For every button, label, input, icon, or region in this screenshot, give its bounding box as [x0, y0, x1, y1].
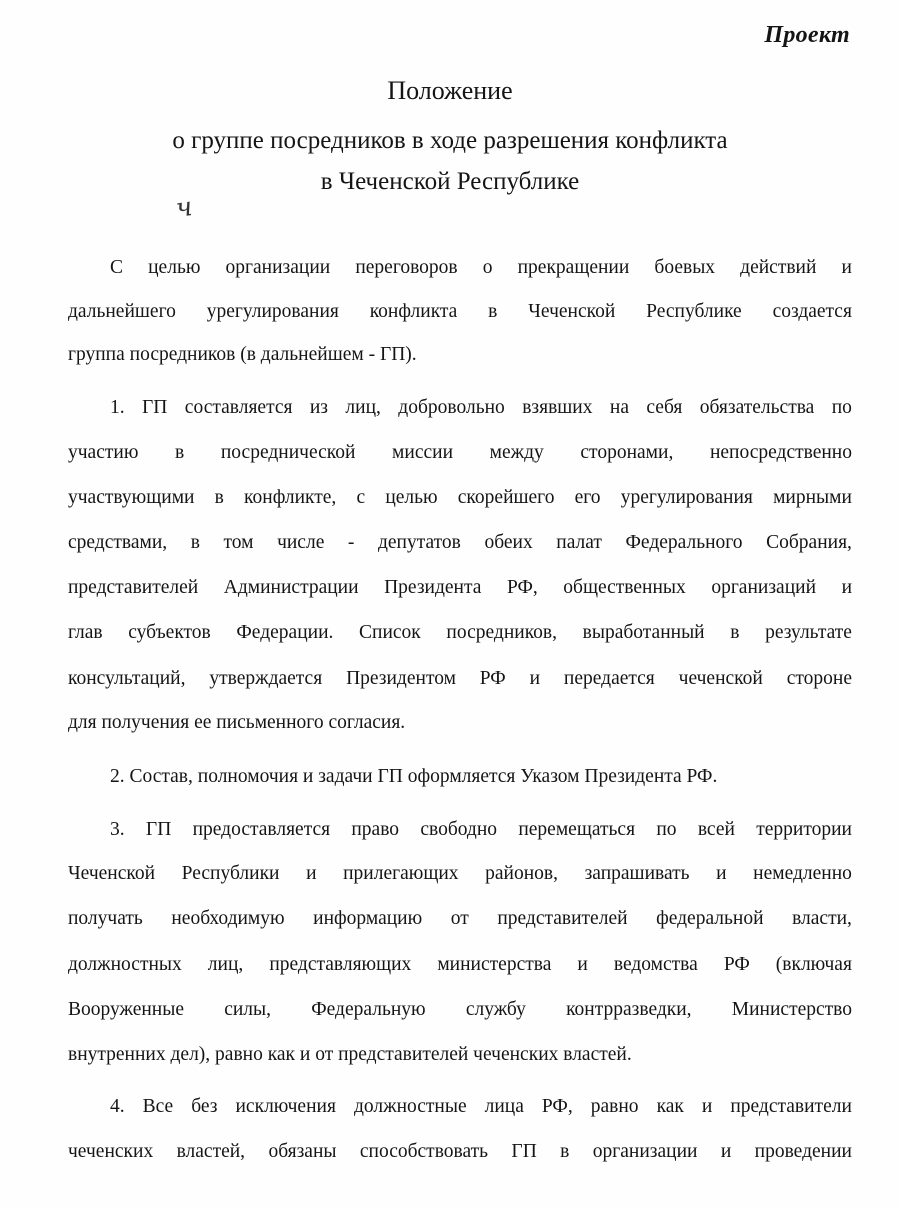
- word: свободно: [420, 819, 498, 840]
- word: чеченской: [678, 668, 763, 689]
- word: немедленно: [753, 863, 852, 884]
- word: без: [191, 1096, 218, 1117]
- clause-1-line: [68, 441, 852, 465]
- word: и: [577, 954, 588, 975]
- word: лиц,: [207, 954, 244, 975]
- word: федеральной: [656, 908, 764, 929]
- word: обеих: [484, 532, 533, 553]
- word: право: [351, 819, 400, 840]
- word: получать: [68, 908, 143, 929]
- word: равно: [590, 1096, 639, 1117]
- word: ГП: [142, 397, 168, 418]
- word: непосредственно: [709, 442, 852, 463]
- word: должностные: [353, 1096, 467, 1117]
- word: его: [574, 487, 601, 508]
- word: и: [720, 1141, 732, 1162]
- clause-3-line: [110, 818, 852, 842]
- word: территории: [756, 819, 852, 840]
- word: Республики: [181, 863, 280, 884]
- word: перемещаться: [518, 819, 636, 840]
- word: мирными: [773, 487, 852, 508]
- clause-1-line: [68, 621, 852, 645]
- word: представителей: [497, 908, 628, 929]
- word: в: [175, 442, 185, 463]
- clause-3-line: [68, 998, 852, 1022]
- word: том: [223, 532, 254, 553]
- word: по: [656, 819, 677, 840]
- clause-1-line: [68, 531, 852, 555]
- word: между: [489, 442, 544, 463]
- word: Федеральную: [311, 999, 426, 1020]
- word: участию: [68, 442, 139, 463]
- word: С: [110, 257, 124, 278]
- document-subtitle-line-1: о группе посредников в ходе разрешения конфликта: [172, 127, 728, 154]
- clause-1-line: для получения ее письменного согласия.: [68, 712, 406, 733]
- preamble-line: [110, 256, 852, 280]
- word: обязаны: [268, 1141, 337, 1162]
- word: и: [716, 863, 727, 884]
- word: Администрации: [223, 577, 359, 598]
- word: обязательства: [699, 397, 815, 418]
- word: организации: [225, 257, 331, 278]
- word: с: [356, 487, 366, 508]
- word: Все: [142, 1096, 174, 1117]
- word: в: [190, 532, 200, 553]
- word: исключения: [235, 1096, 336, 1117]
- word: предоставляется: [192, 819, 331, 840]
- word: посреднической: [220, 442, 356, 463]
- word: министерства: [437, 954, 552, 975]
- word: дальнейшего: [68, 301, 176, 322]
- draft-stamp: Проект: [764, 22, 850, 48]
- word: Республике: [646, 301, 742, 322]
- word: передается: [563, 668, 655, 689]
- word: запрашивать: [584, 863, 690, 884]
- word: палат: [556, 532, 602, 553]
- word: Чеченской: [528, 301, 616, 322]
- word: прекращении: [517, 257, 630, 278]
- word: переговоров: [355, 257, 458, 278]
- word: депутатов: [377, 532, 461, 553]
- word: всей: [697, 819, 735, 840]
- word: РФ,: [506, 577, 538, 598]
- word: ведомства: [613, 954, 698, 975]
- word: силы,: [224, 999, 272, 1020]
- clause-1-line: [68, 576, 852, 600]
- preamble-line: [68, 300, 852, 324]
- word: ГП: [145, 819, 172, 840]
- word: РФ,: [541, 1096, 573, 1117]
- word: РФ: [723, 954, 750, 975]
- word: ГП: [511, 1141, 537, 1162]
- word: конфликте,: [244, 487, 337, 508]
- word: службу: [465, 999, 526, 1020]
- word: на: [609, 397, 629, 418]
- word: добровольно: [398, 397, 505, 418]
- word: и: [841, 577, 852, 598]
- preamble-line: группа посредников (в дальнейшем - ГП).: [68, 344, 417, 365]
- word: взявших: [522, 397, 593, 418]
- word: действий: [740, 257, 817, 278]
- word: в: [730, 622, 740, 643]
- word: посредников,: [446, 622, 558, 643]
- word: себя: [646, 397, 683, 418]
- word: Чеченской: [68, 863, 156, 884]
- word: в: [560, 1141, 570, 1162]
- word: консультаций,: [68, 668, 186, 689]
- word: лица: [484, 1096, 524, 1117]
- word: 4.: [110, 1096, 125, 1117]
- word: контрразведки,: [566, 999, 692, 1020]
- word: из: [309, 397, 328, 418]
- word: субъектов: [128, 622, 211, 643]
- word: Собрания,: [766, 532, 852, 553]
- word: Президента: [384, 577, 482, 598]
- clause-3-line: [68, 953, 852, 977]
- word: представляющих: [269, 954, 412, 975]
- word: глав: [68, 622, 103, 643]
- word: представителей: [68, 577, 199, 598]
- word: создается: [772, 301, 852, 322]
- clause-3-line: внутренних дел), равно как и от представителей чеченских властей.: [68, 1044, 632, 1065]
- clause-3-line: [68, 862, 852, 886]
- word: необходимую: [171, 908, 285, 929]
- word: боевых: [654, 257, 716, 278]
- word: стороне: [786, 668, 852, 689]
- word: Министерство: [731, 999, 852, 1020]
- word: результате: [765, 622, 852, 643]
- word: в: [214, 487, 224, 508]
- word: по: [831, 397, 852, 418]
- word: чеченских: [68, 1141, 154, 1162]
- word: о: [482, 257, 493, 278]
- word: Федерального: [625, 532, 743, 553]
- word: участвующими: [68, 487, 195, 508]
- word: лиц,: [345, 397, 381, 418]
- word: средствами,: [68, 532, 168, 553]
- word: и: [841, 257, 852, 278]
- word: прилегающих: [343, 863, 459, 884]
- word: Президентом: [346, 668, 456, 689]
- word: 1.: [110, 397, 125, 418]
- word: как: [656, 1096, 684, 1117]
- clause-1-line: [110, 396, 852, 420]
- word: выработанный: [582, 622, 705, 643]
- word: представители: [730, 1096, 852, 1117]
- word: числе: [277, 532, 325, 553]
- clause-3-line: [68, 907, 852, 931]
- word: (включая: [775, 954, 852, 975]
- word: организации: [592, 1141, 698, 1162]
- word: урегулирования: [206, 301, 339, 322]
- word: сторонами,: [580, 442, 674, 463]
- word: РФ: [479, 668, 506, 689]
- document-title: Положение: [387, 76, 513, 105]
- word: и: [701, 1096, 713, 1117]
- word: в: [488, 301, 498, 322]
- word: общественных: [563, 577, 686, 598]
- word: и: [529, 668, 541, 689]
- word: миссии: [392, 442, 454, 463]
- word: Вооруженные: [68, 999, 184, 1020]
- word: организаций: [711, 577, 817, 598]
- word: -: [347, 532, 355, 553]
- clause-4-line: [68, 1140, 852, 1164]
- word: целью: [148, 257, 201, 278]
- clause-1-line: [68, 667, 852, 691]
- word: составляется: [184, 397, 293, 418]
- word: должностных: [68, 954, 182, 975]
- word: информацию: [313, 908, 423, 929]
- word: целью: [385, 487, 438, 508]
- word: конфликта: [369, 301, 458, 322]
- word: скорейшего: [457, 487, 555, 508]
- clause-4-line: [110, 1095, 852, 1119]
- word: от: [450, 908, 469, 929]
- document-subtitle-line-2: в Чеченской Республике: [320, 168, 580, 195]
- word: способствовать: [359, 1141, 489, 1162]
- handwritten-mark: ч: [173, 192, 195, 224]
- word: утверждается: [209, 668, 323, 689]
- word: властей,: [176, 1141, 246, 1162]
- clause-1-line: [68, 486, 852, 510]
- word: урегулирования: [620, 487, 753, 508]
- word: 3.: [110, 819, 125, 840]
- word: Федерации.: [236, 622, 334, 643]
- word: власти,: [792, 908, 852, 929]
- word: районов,: [485, 863, 559, 884]
- clause-2-line: 2. Состав, полномочия и задачи ГП оформляется Указом Президента РФ.: [110, 766, 718, 787]
- word: Список: [359, 622, 421, 643]
- word: проведении: [754, 1141, 852, 1162]
- word: и: [306, 863, 317, 884]
